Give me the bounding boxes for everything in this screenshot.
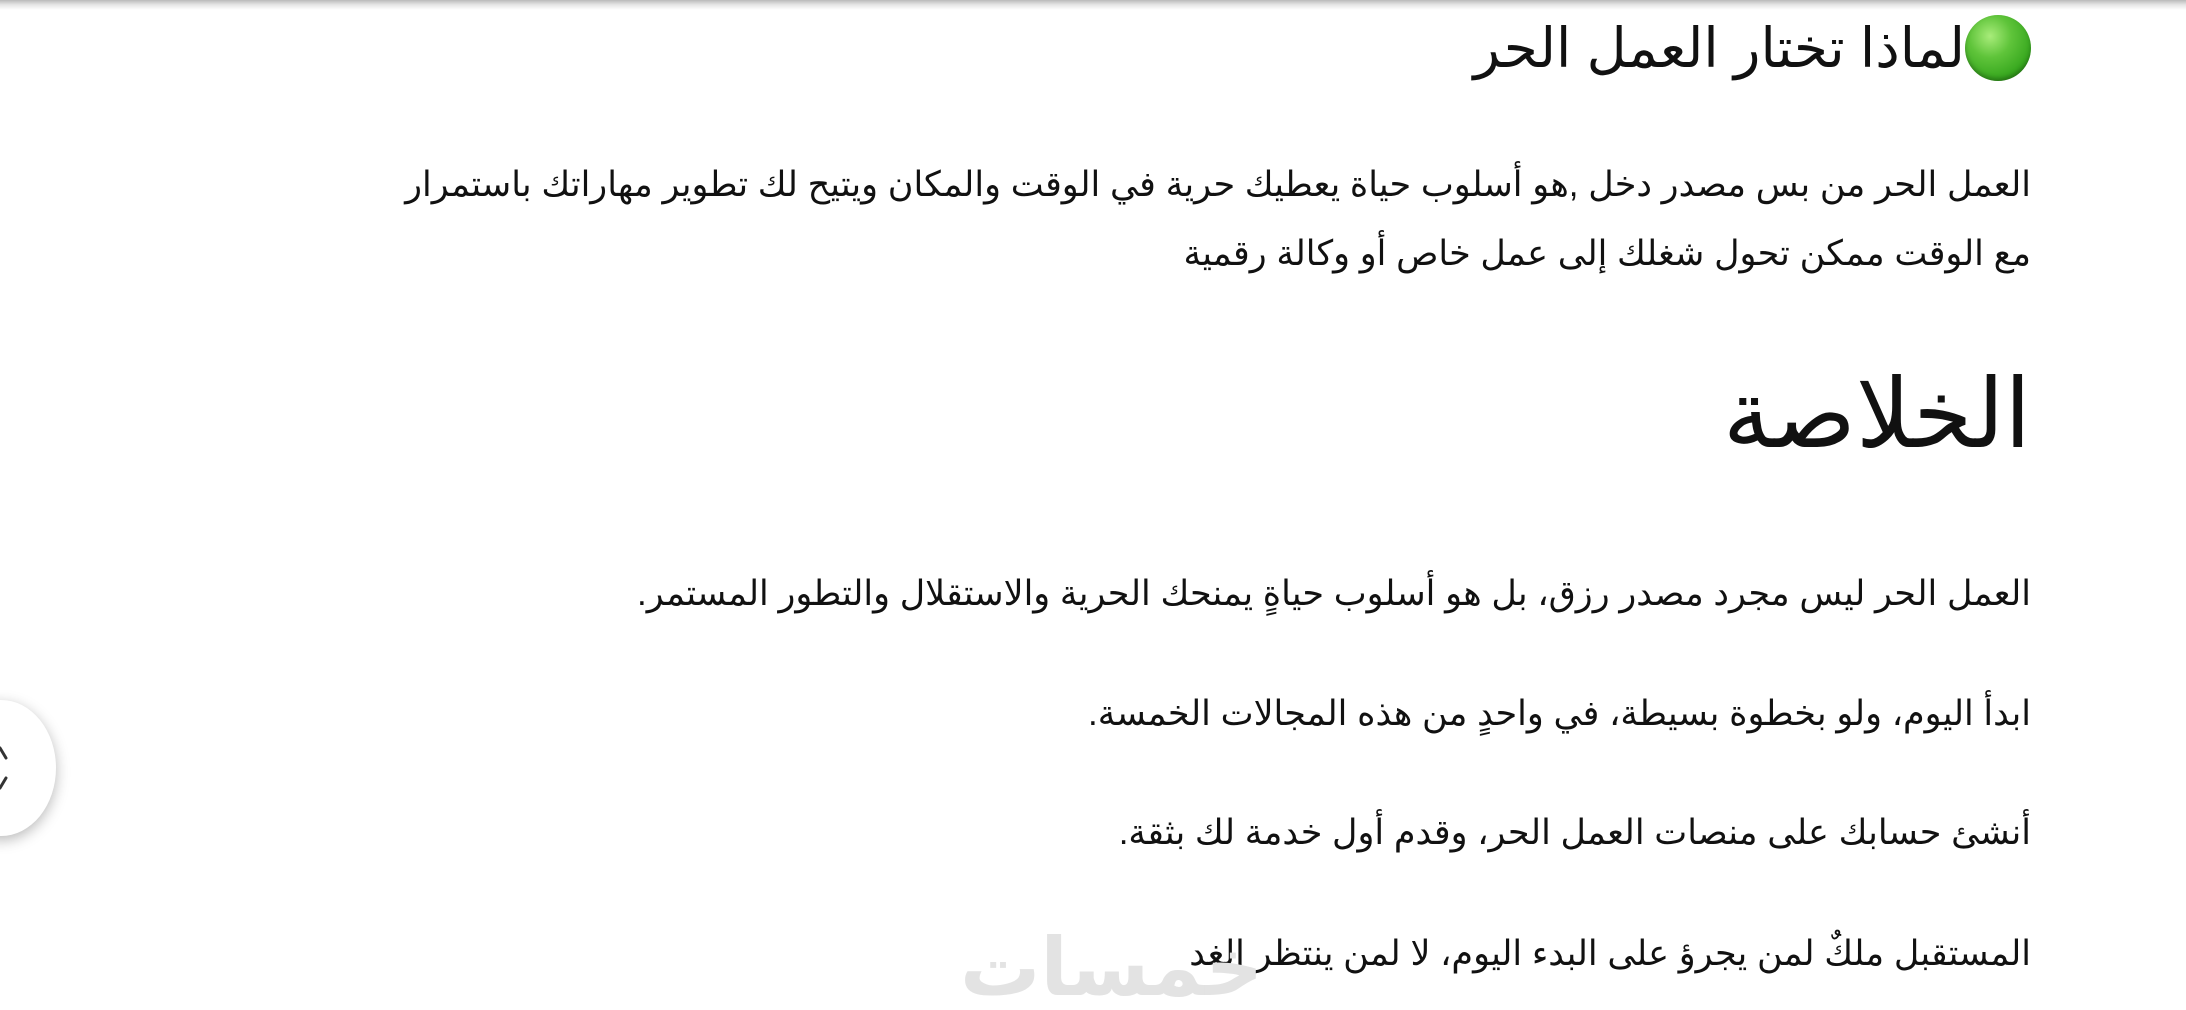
paragraph-line: العمل الحر من بس مصدر دخل ,هو أسلوب حياة يعطيك حرية في الوقت والمكان ويتيح لك تطوير مهاراتك باستمرار [405,165,2031,204]
section-heading-text: لماذا تختار العمل الحر [1473,17,1965,79]
summary-paragraph: العمل الحر ليس مجرد مصدر رزق، بل هو أسلوب حياةٍ يمنحك الحرية والاستقلال والتطور المستمر. [637,574,2031,613]
summary-paragraph: أنشئ حسابك على منصات العمل الحر، وقدم أول خدمة لك بثقة. [1118,813,2031,852]
chevron-icon [0,744,10,792]
paragraph-line: مع الوقت ممكن تحول شغلك إلى عمل خاص أو وكالة رقمية [1183,234,2031,273]
summary-paragraph: ابدأ اليوم، ولو بخطوة بسيطة، في واحدٍ من هذه المجالات الخمسة. [1087,694,2031,733]
summary-heading: الخلاصة [1722,361,2031,468]
section-heading-why-freelance [1473,8,2031,88]
green-circle-icon [1965,15,2031,81]
watermark-logo: خمسات [960,921,1264,1010]
summary-paragraph: المستقبل ملكٌ لمن يجرؤ على البدء اليوم، لا لمن ينتظر الغد [1189,934,2031,973]
